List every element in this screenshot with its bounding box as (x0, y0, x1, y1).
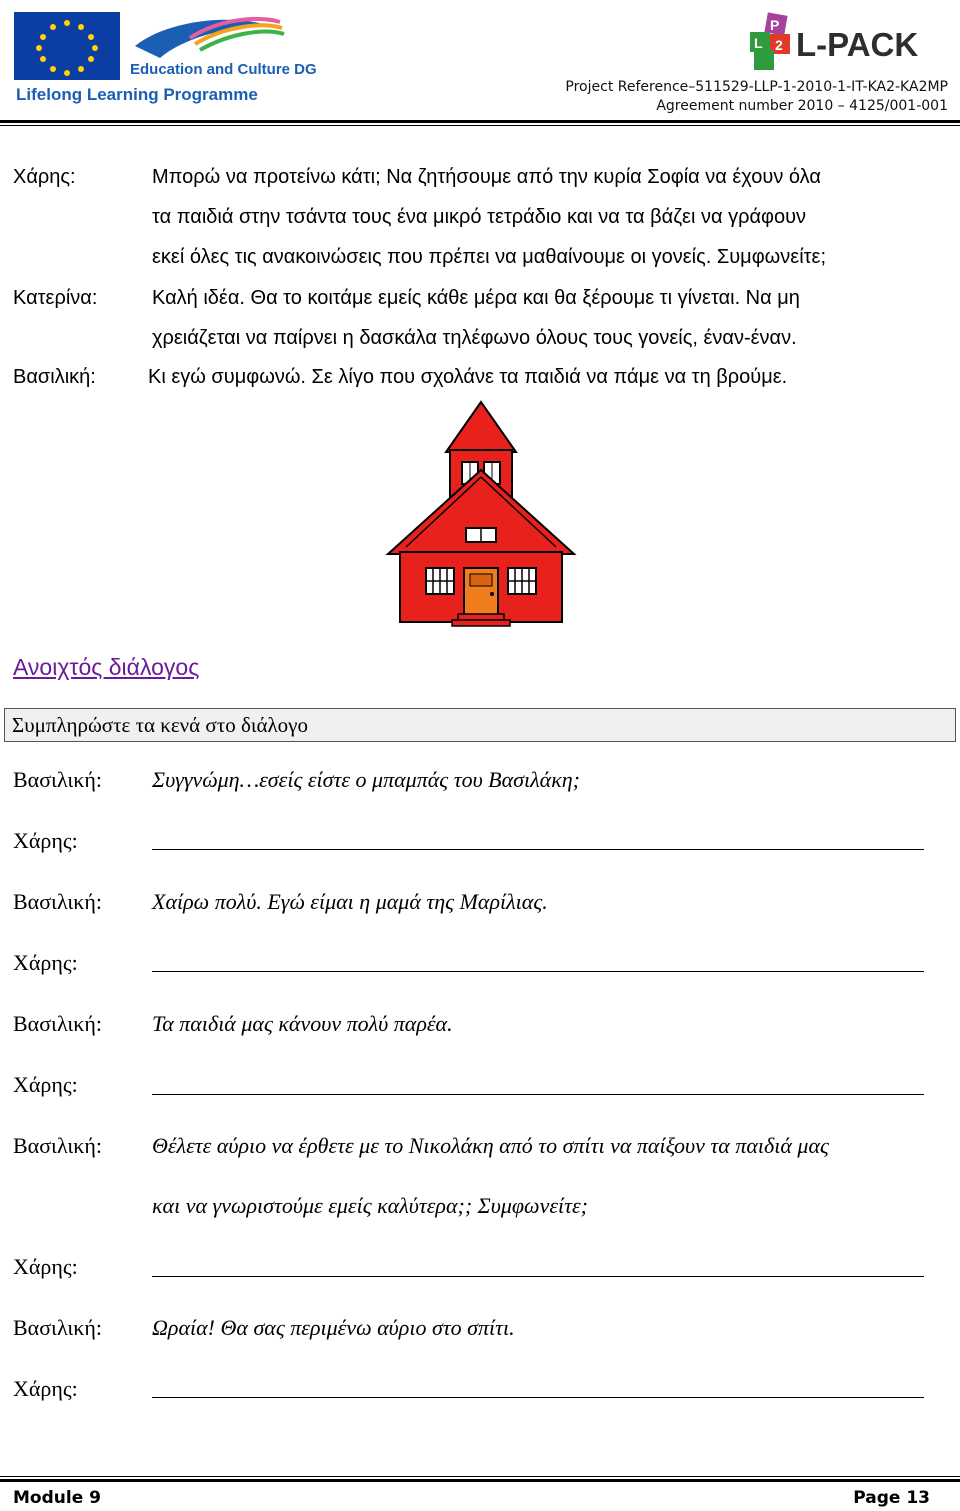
dialogue-text (148, 357, 787, 397)
exercise-speaker: Χάρης: (13, 1376, 78, 1401)
agreement-number: Agreement number 2010 – 4125/001-001 (656, 98, 948, 114)
exercise-speaker: Βασιλική: (13, 1011, 102, 1036)
dialogue-text (152, 278, 800, 358)
exercise-speaker: Βασιλική: (13, 889, 102, 914)
speaker-label: Κατερίνα: (13, 287, 98, 309)
dialogue-text (152, 157, 826, 277)
header-divider (0, 120, 960, 123)
dialogue-line: χρειάζεται να παίρνει η δασκάλα τηλέφωνο όλους τους γονείς, έναν-έναν. (152, 327, 797, 349)
speaker-label: Χάρης: (13, 166, 76, 188)
footer-divider (0, 1479, 960, 1482)
logo-left-line2: Lifelong Learning Programme (16, 85, 258, 104)
svg-text:2: 2 (775, 37, 783, 53)
exercise-speaker: Χάρης: (13, 1254, 78, 1279)
answer-blank[interactable] (152, 1276, 924, 1277)
answer-blank[interactable] (152, 849, 924, 850)
exercise-line: και να γνωριστούμε εμείς καλύτερα;; Συμφωνείτε; (152, 1193, 588, 1218)
exercise-speaker: Βασιλική: (13, 767, 102, 792)
svg-text:P: P (770, 17, 780, 33)
footer-page: Page 13 (853, 1488, 930, 1508)
answer-blank[interactable] (152, 1397, 924, 1398)
lpack-title: L-PACK (796, 26, 919, 63)
exercise-line: Θέλετε αύριο να έρθετε με το Νικολάκη από το σπίτι να παίξουν τα παιδιά μας (152, 1133, 829, 1158)
exercise-speaker: Χάρης: (13, 828, 78, 853)
exercise-line: Συγγνώμη…εσείς είστε ο μπαμπάς του Βασιλάκη; (152, 767, 580, 792)
instruction-text: Συμπληρώστε τα κενά στο διάλογο (12, 713, 308, 737)
answer-blank[interactable] (152, 971, 924, 972)
project-reference: Project Reference–511529-LLP-1-2010-1-IT-KA2-KA2MP (565, 79, 948, 95)
exercise-line: Χαίρω πολύ. Εγώ είμαι η μαμά της Μαρίλιας. (152, 889, 548, 914)
dialogue-line: Κι εγώ συμφωνώ. Σε λίγο που σχολάνε τα παιδιά να πάμε να τη βρούμε. (148, 366, 788, 388)
exercise-line: Τα παιδιά μας κάνουν πολύ παρέα. (152, 1011, 453, 1036)
answer-blank[interactable] (152, 1094, 924, 1095)
exercise-line: Ωραία! Θα σας περιμένω αύριο στο σπίτι. (152, 1315, 515, 1340)
lpack-logo (748, 10, 948, 72)
dialogue-line: Μπορώ να προτείνω κάτι; Να ζητήσουμε από την κυρία Σοφία να έχουν όλα (152, 166, 821, 188)
footer-module: Module 9 (13, 1488, 101, 1508)
exercise-speaker: Χάρης: (13, 950, 78, 975)
header-divider-thin (0, 125, 960, 126)
dialogue-line: τα παιδιά στην τσάντα τους ένα μικρό τετράδιο και να τα βάζει να γράφουν (152, 206, 807, 228)
project-info (565, 78, 948, 116)
exercise-speaker: Βασιλική: (13, 1133, 102, 1158)
speaker-label: Βασιλική: (13, 366, 96, 388)
footer-divider-thin (0, 1476, 960, 1477)
svg-text:L: L (754, 35, 763, 51)
schoolhouse-illustration (386, 402, 576, 627)
dialogue-line: εκεί όλες τις ανακοινώσεις που πρέπει να μαθαίνουμε οι γονείς. Συμφωνείτε; (152, 246, 827, 268)
logo-left-line1: Education and Culture DG (130, 61, 317, 78)
exercise-speaker: Χάρης: (13, 1072, 78, 1097)
exercise-speaker: Βασιλική: (13, 1315, 102, 1340)
eu-programme-logo (10, 8, 317, 106)
section-title: Ανοιχτός διάλογος (13, 654, 200, 680)
dialogue-line: Καλή ιδέα. Θα το κοιτάμε εμείς κάθε μέρα και θα ξέρουμε τι γίνεται. Να μη (152, 287, 800, 309)
